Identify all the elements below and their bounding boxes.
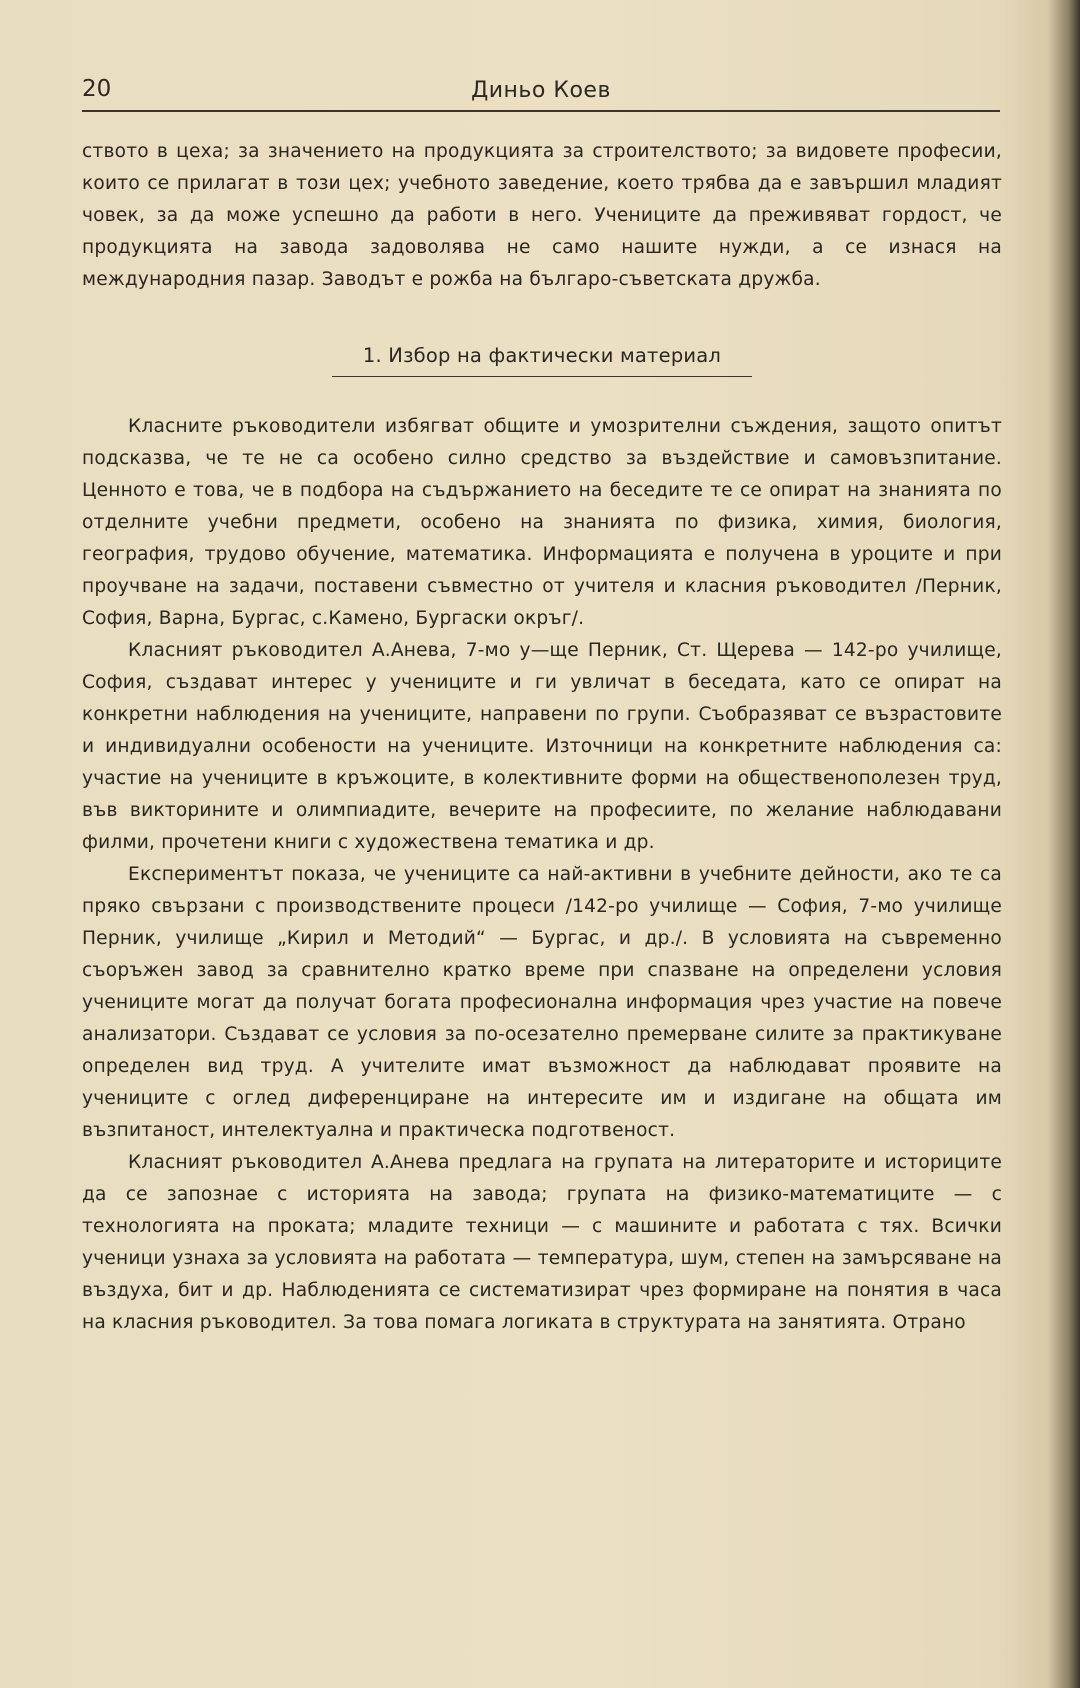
paragraph-continuation: ството в цеха; за значението на продукцията за строителството; за видовете професии, които се прилагат в този цех; учебното заведение, което трябва да е завършил младият човек, за да може успешно да работи в него. Учениците да преживяват гордост, че продукцията на завода задоволява не само нашите нужди, а се изнася на международния пазар. Заводът е рожба на българо-съветската дружба. [82,141,1002,290]
section-heading [82,340,1002,377]
paragraph: Класният ръководител А.Анева, 7-мо у—ще Перник, Ст. Щерева — 142-ро училище, София, създават интерес у учениците и ги увличат в беседата, като се опират на конкретни наблюдения на учениците, направени по групи. Съобразяват се възрастовите и индивидуални особености на учениците. Източници на конкретните наблюдения са: участие на учениците в кръжоците, в колективните форми на общественополезен труд, във викторините и олимпиадите, вечерите на професиите, по желание наблюдавани филми, прочетени книги с художествена тематика и др. [82,640,1002,853]
section-heading-text: 1. Избор на фактически материал [332,340,752,377]
paragraph: Класният ръководител А.Анева предлага на групата на литераторите и историците да се запознае с историята на завода; групата на физико-математиците — с технологията на проката; младите техници — с машините и работата с тях. Всички ученици узнаха за условията на работата — температура, шум, степен на замърсяване на въздуха, бит и др. Наблюденията се систематизират чрез формиране на понятия в часа на класния ръководител. За това помага логиката в структурата на занятията. Отрано [82,1152,1002,1333]
running-head-author: Диньо Коев [471,78,611,103]
page-header [82,72,1000,110]
body-text [82,136,1002,1339]
paragraph: Класните ръководители избягват общите и умозрителни съждения, защото опитът подсказва, че те не са особено силно средство за въздействие и самовъзпитание. Ценното е това, че в подбора на съдържанието на беседите те се опират на знанията по отделните учебни предмети, особено на знанията по физика, химия, биология, география, трудово обучение, математика. Информацията е получена в уроците и при проучване на задачи, поставени съвместно от учителя и класния ръководител /Перник, София, Варна, Бургас, с.Камено, Бургаски окръг/. [82,416,1002,629]
page-number: 20 [82,76,112,102]
paragraph: Експериментът показа, че учениците са най-активни в учебните дейности, ако те са пряко свързани с производствените процеси /142-ро училище — София, 7-мо училище Перник, училище „Кирил и Методий“ — Бургас, и др./. В условията на съвременно съоръжен завод за сравнително кратко време при спазване на определени условия учениците могат да получат богата професионална информация чрез участие на повече анализатори. Създават се условия за по-осезателно премерване силите за практикуване определен вид труд. А учителите имат възможност да наблюдават проявите на учениците с оглед диференциране на интересите им и издигане на общата им възпитаност, интелектуална и практическа подготвеност. [82,864,1002,1141]
header-rule [82,110,1000,112]
